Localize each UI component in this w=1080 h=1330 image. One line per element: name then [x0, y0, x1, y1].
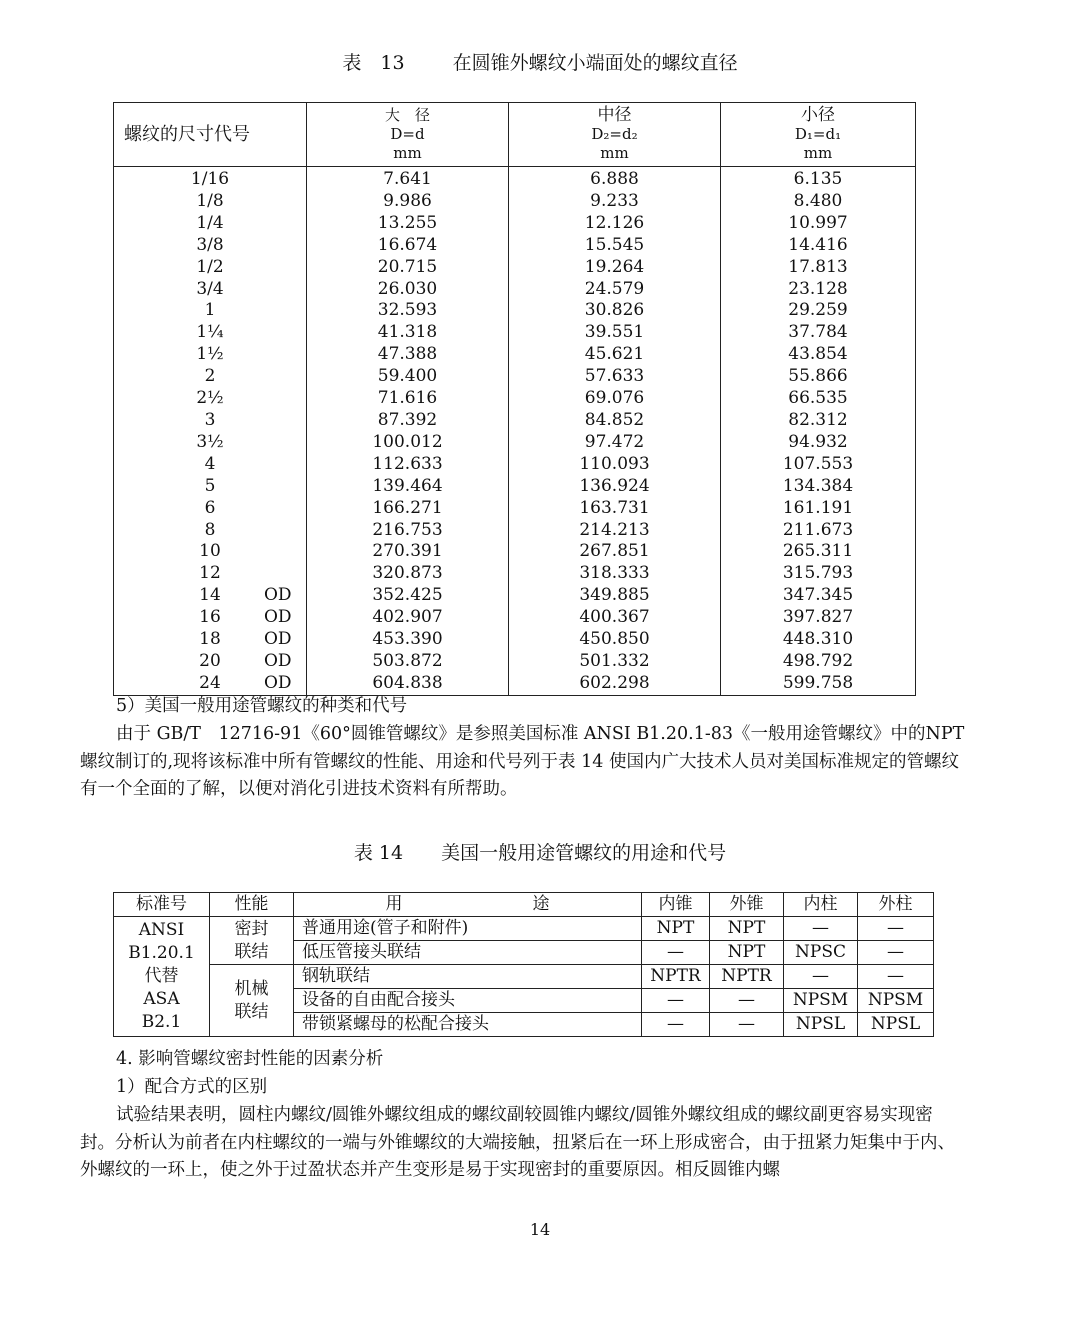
major-diameter: 87.392 — [307, 410, 509, 432]
header-major-name: 大 径 — [384, 106, 430, 124]
od-marker: OD — [264, 629, 292, 650]
section5-heading-text: 5）美国一般用途管螺纹的种类和代号 — [116, 696, 408, 716]
size-code-cell — [114, 167, 307, 191]
t14-use: 低压管接头联结 — [294, 941, 642, 965]
perf-line: 联结 — [234, 941, 269, 962]
t14-int-taper: — — [642, 1013, 710, 1037]
size-code: 16 — [199, 607, 221, 628]
minor-diameter: 107.553 — [721, 454, 916, 476]
t14-ext-taper: NPT — [710, 941, 784, 965]
section4-body-text: 试验结果表明，圆柱内螺纹/圆锥外螺纹组成的螺纹副较圆锥内螺纹/圆锥外螺纹组成的螺纹副更容易实现密封。分析认为前者在内柱螺纹的一端与外锥螺纹的大端接触，扭紧后在一环上形成密合，由于扭紧力矩集中于内、外螺纹的一环上，使之外于过盈状态并产生变形是易于实现密封的重要原因。相反圆锥内螺 — [80, 1105, 955, 1180]
size-code-cell — [114, 454, 307, 476]
table13-row — [114, 476, 916, 498]
section4-body — [80, 1102, 965, 1185]
major-diameter: 71.616 — [307, 388, 509, 410]
table13-row — [114, 388, 916, 410]
size-code-cell — [114, 476, 307, 498]
section5-body-text: 由于 GB/T 12716-91《60°圆锥管螺纹》是参照美国标准 ANSI B1.20.1-83《一般用途管螺纹》中的NPT 螺纹制订的,现将该标准中所有管螺纹的性能、用途和代号列于表 14 使国内广大技术人员对美国标准规定的管螺纹有一个全面的了解，以便对消化引进技术资料有所帮助。 — [80, 724, 965, 799]
t14-header-perf: 性能 — [210, 893, 294, 917]
table13-row — [114, 541, 916, 563]
minor-diameter: 347.345 — [721, 585, 916, 607]
t14-header-use-a: 用 — [385, 894, 403, 914]
table13-row — [114, 520, 916, 542]
size-code-cell — [114, 279, 307, 301]
major-diameter: 32.593 — [307, 300, 509, 322]
t14-std-cell — [114, 917, 210, 1037]
major-diameter: 139.464 — [307, 476, 509, 498]
table13-row — [114, 432, 916, 454]
header-major — [307, 103, 509, 167]
table13-row — [114, 563, 916, 585]
minor-diameter: 10.997 — [721, 213, 916, 235]
table14 — [113, 892, 934, 1037]
minor-diameter: 6.135 — [721, 167, 916, 191]
minor-diameter: 94.932 — [721, 432, 916, 454]
table13-row — [114, 344, 916, 366]
pitch-diameter: 24.579 — [509, 279, 721, 301]
od-marker: OD — [264, 585, 292, 606]
major-diameter: 352.425 — [307, 585, 509, 607]
size-code-cell — [114, 322, 307, 344]
t14-int-taper: — — [642, 941, 710, 965]
minor-diameter: 82.312 — [721, 410, 916, 432]
size-code-cell — [114, 344, 307, 366]
table14-label: 表 14 — [353, 842, 404, 864]
size-code: 8 — [204, 519, 216, 540]
major-diameter: 216.753 — [307, 520, 509, 542]
minor-diameter: 8.480 — [721, 191, 916, 213]
pitch-diameter: 110.093 — [509, 454, 721, 476]
t14-use: 设备的自由配合接头 — [294, 989, 642, 1013]
size-code: 2 — [204, 366, 216, 387]
size-code-cell — [114, 673, 307, 695]
table13 — [113, 102, 916, 696]
t14-ext-taper: NPT — [710, 917, 784, 941]
t14-int-cyl: — — [784, 965, 858, 989]
table13-row — [114, 300, 916, 322]
table13-row — [114, 213, 916, 235]
size-code: 2½ — [196, 388, 224, 409]
t14-header-int-cyl: 内柱 — [784, 893, 858, 917]
minor-diameter: 37.784 — [721, 322, 916, 344]
size-code-cell — [114, 607, 307, 629]
std-line: ASA — [143, 989, 180, 1009]
header-pitch-sym: D₂=d₂ — [591, 125, 638, 143]
pitch-diameter: 57.633 — [509, 366, 721, 388]
size-code-cell — [114, 410, 307, 432]
section4-heading — [80, 1046, 965, 1074]
t14-perf-mech — [210, 965, 294, 1037]
t14-header-int-taper: 内锥 — [642, 893, 710, 917]
header-size-code: 螺纹的尺寸代号 — [114, 103, 307, 167]
table13-row — [114, 629, 916, 651]
t14-int-taper: — — [642, 989, 710, 1013]
table13-label: 表 13 — [342, 52, 405, 74]
t14-ext-taper: NPTR — [710, 965, 784, 989]
perf-line: 联结 — [234, 1001, 269, 1022]
major-diameter: 26.030 — [307, 279, 509, 301]
t14-ext-taper: — — [710, 1013, 784, 1037]
header-pitch — [509, 103, 721, 167]
header-minor — [721, 103, 916, 167]
major-diameter: 503.872 — [307, 651, 509, 673]
size-code-cell — [114, 629, 307, 651]
perf-line: 机械 — [234, 978, 269, 999]
pitch-diameter: 69.076 — [509, 388, 721, 410]
section5-heading — [80, 693, 965, 721]
minor-diameter: 55.866 — [721, 366, 916, 388]
major-diameter: 13.255 — [307, 213, 509, 235]
pitch-diameter: 267.851 — [509, 541, 721, 563]
size-code-cell — [114, 366, 307, 388]
t14-header-ext-taper: 外锥 — [710, 893, 784, 917]
table13-row — [114, 235, 916, 257]
table13-row — [114, 607, 916, 629]
t14-ext-taper: — — [710, 989, 784, 1013]
minor-diameter: 14.416 — [721, 235, 916, 257]
pitch-diameter: 19.264 — [509, 257, 721, 279]
minor-diameter: 599.758 — [721, 673, 916, 695]
size-code-cell — [114, 257, 307, 279]
size-code-cell — [114, 498, 307, 520]
size-code: 1/4 — [196, 212, 224, 233]
size-code: 1¼ — [196, 322, 224, 343]
size-code-cell — [114, 563, 307, 585]
section5-body — [80, 721, 965, 804]
size-code: 18 — [199, 629, 221, 650]
size-code: 3/8 — [196, 234, 224, 255]
std-line: B2.1 — [141, 1012, 182, 1032]
t14-ext-cyl: NPSM — [858, 989, 934, 1013]
minor-diameter: 448.310 — [721, 629, 916, 651]
pitch-diameter: 501.332 — [509, 651, 721, 673]
table13-row — [114, 585, 916, 607]
size-code: 3½ — [196, 431, 224, 452]
pitch-diameter: 12.126 — [509, 213, 721, 235]
table13-row — [114, 279, 916, 301]
t14-header-ext-cyl: 外柱 — [858, 893, 934, 917]
pitch-diameter: 602.298 — [509, 673, 721, 695]
pitch-diameter: 97.472 — [509, 432, 721, 454]
major-diameter: 270.391 — [307, 541, 509, 563]
major-diameter: 20.715 — [307, 257, 509, 279]
minor-diameter: 498.792 — [721, 651, 916, 673]
od-marker: OD — [264, 607, 292, 628]
pitch-diameter: 163.731 — [509, 498, 721, 520]
minor-diameter: 29.259 — [721, 300, 916, 322]
t14-ext-cyl: — — [858, 965, 934, 989]
size-code: 20 — [199, 650, 221, 671]
table13-row — [114, 673, 916, 695]
t14-int-cyl: NPSL — [784, 1013, 858, 1037]
size-code-cell — [114, 388, 307, 410]
size-code: 3/4 — [196, 278, 224, 299]
major-diameter: 453.390 — [307, 629, 509, 651]
section4-heading-text: 4. 影响管螺纹密封性能的因素分析 — [116, 1049, 384, 1069]
table13-title: 在圆锥外螺纹小端面处的螺纹直径 — [452, 52, 738, 74]
minor-diameter: 315.793 — [721, 563, 916, 585]
t14-int-taper: NPTR — [642, 965, 710, 989]
od-marker: OD — [264, 672, 292, 693]
table13-row — [114, 454, 916, 476]
size-code-cell — [114, 191, 307, 213]
pitch-diameter: 39.551 — [509, 322, 721, 344]
t14-int-cyl: — — [784, 917, 858, 941]
section4-sub1 — [80, 1074, 965, 1102]
t14-header-use-b: 途 — [532, 894, 550, 914]
pitch-diameter: 9.233 — [509, 191, 721, 213]
table13-row — [114, 366, 916, 388]
t14-int-cyl: NPSC — [784, 941, 858, 965]
pitch-diameter: 400.367 — [509, 607, 721, 629]
major-diameter: 100.012 — [307, 432, 509, 454]
major-diameter: 166.271 — [307, 498, 509, 520]
table13-row — [114, 322, 916, 344]
major-diameter: 9.986 — [307, 191, 509, 213]
minor-diameter: 161.191 — [721, 498, 916, 520]
minor-diameter: 397.827 — [721, 607, 916, 629]
size-code: 1/2 — [196, 256, 224, 277]
header-major-sym: D=d — [390, 125, 425, 143]
size-code: 3 — [204, 409, 216, 430]
major-diameter: 47.388 — [307, 344, 509, 366]
size-code: 6 — [204, 497, 216, 518]
pitch-diameter: 450.850 — [509, 629, 721, 651]
major-diameter: 604.838 — [307, 673, 509, 695]
header-major-unit: mm — [393, 144, 422, 162]
size-code: 12 — [199, 563, 221, 584]
t14-ext-cyl: — — [858, 917, 934, 941]
size-code-cell — [114, 585, 307, 607]
size-code: 1/16 — [190, 169, 230, 189]
size-code: 24 — [199, 672, 221, 693]
size-code-cell — [114, 651, 307, 673]
minor-diameter: 43.854 — [721, 344, 916, 366]
t14-use: 带锁紧螺母的松配合接头 — [294, 1013, 642, 1037]
header-pitch-name: 中径 — [597, 105, 632, 125]
size-code-cell — [114, 520, 307, 542]
size-code-cell — [114, 300, 307, 322]
minor-diameter: 134.384 — [721, 476, 916, 498]
major-diameter: 16.674 — [307, 235, 509, 257]
perf-line: 密封 — [234, 918, 269, 939]
size-code-cell — [114, 213, 307, 235]
minor-diameter: 23.128 — [721, 279, 916, 301]
minor-diameter: 211.673 — [721, 520, 916, 542]
t14-ext-cyl: — — [858, 941, 934, 965]
table13-row — [114, 651, 916, 673]
size-code: 1/8 — [196, 190, 224, 211]
std-line: B1.20.1 — [128, 943, 195, 963]
major-diameter: 41.318 — [307, 322, 509, 344]
size-code-cell — [114, 432, 307, 454]
major-diameter: 402.907 — [307, 607, 509, 629]
header-minor-name: 小径 — [801, 105, 835, 125]
size-code-cell — [114, 541, 307, 563]
size-code: 10 — [199, 541, 221, 562]
size-code: 4 — [204, 453, 216, 474]
major-diameter: 320.873 — [307, 563, 509, 585]
pitch-diameter: 318.333 — [509, 563, 721, 585]
t14-header-use — [294, 893, 642, 917]
pitch-diameter: 6.888 — [509, 167, 721, 191]
major-diameter: 112.633 — [307, 454, 509, 476]
major-diameter: 59.400 — [307, 366, 509, 388]
table13-row — [114, 410, 916, 432]
t14-int-taper: NPT — [642, 917, 710, 941]
std-line: 代替 — [144, 966, 179, 986]
pitch-diameter: 349.885 — [509, 585, 721, 607]
size-code: 1 — [204, 300, 216, 321]
header-minor-sym: D₁=d₁ — [794, 125, 842, 143]
table13-row — [114, 191, 916, 213]
table13-row — [114, 498, 916, 520]
table14-caption — [0, 838, 1080, 865]
pitch-diameter: 15.545 — [509, 235, 721, 257]
table13-row — [114, 167, 916, 191]
pitch-diameter: 136.924 — [509, 476, 721, 498]
t14-use: 钢轨联结 — [294, 965, 642, 989]
table13-caption — [0, 48, 1080, 75]
std-line: ANSI — [138, 920, 185, 940]
size-code: 14 — [199, 585, 221, 606]
table13-row — [114, 257, 916, 279]
t14-header-std: 标准号 — [114, 893, 210, 917]
section4-sub1-text: 1）配合方式的区别 — [116, 1077, 268, 1097]
header-minor-unit: mm — [803, 144, 833, 162]
size-code: 1½ — [196, 344, 224, 365]
od-marker: OD — [264, 650, 292, 671]
t14-int-cyl: NPSM — [784, 989, 858, 1013]
t14-ext-cyl: NPSL — [858, 1013, 934, 1037]
minor-diameter: 17.813 — [721, 257, 916, 279]
size-code: 5 — [204, 475, 216, 496]
pitch-diameter: 30.826 — [509, 300, 721, 322]
pitch-diameter: 214.213 — [509, 520, 721, 542]
minor-diameter: 66.535 — [721, 388, 916, 410]
table14-title: 美国一般用途管螺纹的用途和代号 — [441, 842, 727, 864]
table13-body — [114, 167, 916, 696]
pitch-diameter: 45.621 — [509, 344, 721, 366]
major-diameter: 7.641 — [307, 167, 509, 191]
minor-diameter: 265.311 — [721, 541, 916, 563]
page-number: 14 — [529, 1220, 551, 1239]
t14-use: 普通用途(管子和附件) — [294, 917, 642, 941]
pitch-diameter: 84.852 — [509, 410, 721, 432]
size-code-cell — [114, 235, 307, 257]
t14-perf-sealing — [210, 917, 294, 965]
header-pitch-unit: mm — [600, 144, 629, 162]
